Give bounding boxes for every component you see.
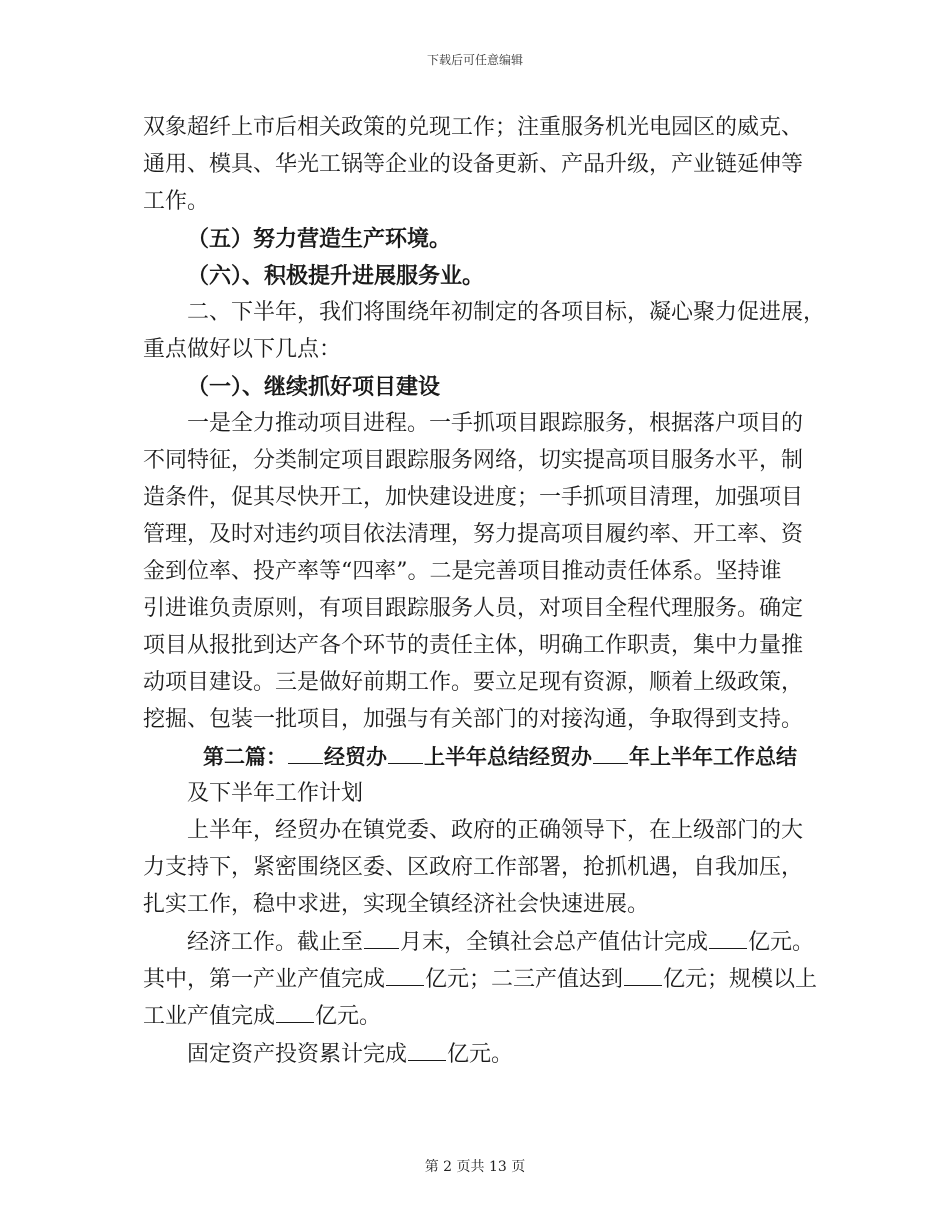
text-line: 通用、模具、华光工锅等企业的设备更新、产品升级，产业链延伸等 xyxy=(143,152,804,177)
text-segment: 亿元。 xyxy=(748,930,815,955)
text-line: 二、下半年，我们将围绕年初制定的各项目标，凝心聚力促进展， xyxy=(187,300,826,325)
text-line: 不同特征，分类制定项目跟踪服务网络，切实提高项目服务水平，制 xyxy=(143,448,804,473)
text-line: 工作。 xyxy=(143,189,210,214)
text-line: 力支持下，紧密围绕区委、区政府工作部署，抢抓机遇，自我加压， xyxy=(143,855,804,880)
page-footer-number: 第 2 页共 13 页 xyxy=(424,1159,526,1175)
blank-line xyxy=(288,743,323,764)
chapter-title xyxy=(203,742,797,772)
blank-line xyxy=(276,1002,314,1023)
page-header-note: 下载后可任意编辑 xyxy=(426,53,523,67)
text-segment: 月末，全镇社会总产值估计完成 xyxy=(400,930,709,955)
text-line: 扎实工作，稳中求进，实现全镇经济社会快速进展。 xyxy=(143,892,650,917)
blank-line xyxy=(408,1040,446,1061)
text-segment: 工业产值完成 xyxy=(143,1004,276,1029)
text-segment: 固定资产投资累计完成 xyxy=(187,1042,408,1067)
blank-line xyxy=(364,928,399,949)
chapter-title-part: 年上半年工作总结 xyxy=(629,744,797,769)
text-segment: 亿元；规模以上 xyxy=(663,967,818,992)
text-line: 双象超纤上市后相关政策的兑现工作；注重服务机光电园区的威克、 xyxy=(143,115,804,140)
text-segment: 经济工作。截止至 xyxy=(187,930,364,955)
blank-line xyxy=(709,928,747,949)
section-heading: （五）努力营造生产环境。 xyxy=(187,226,452,252)
text-line: 项目从报批到达产各个环节的责任主体，明确工作职责，集中力量推 xyxy=(143,633,804,658)
blank-line xyxy=(624,965,662,986)
blank-line xyxy=(388,743,423,764)
text-line: 一是全力推动项目进程。一手抓项目跟踪服务，根据落户项目的 xyxy=(187,411,804,436)
text-segment: 亿元；二三产值达到 xyxy=(425,967,624,992)
blank-line xyxy=(386,965,424,986)
section-heading: （一）、继续抓好项目建设 xyxy=(187,374,441,400)
text-line xyxy=(187,928,814,958)
section-heading: （六）、积极提升进展服务业。 xyxy=(187,263,485,289)
text-line: 金到位率、投产率等“四率”。二是完善项目推动责任体系。坚持谁 xyxy=(143,559,782,584)
text-line: 重点做好以下几点： xyxy=(143,337,342,362)
chapter-title-part: 上半年总结经贸办 xyxy=(424,744,592,769)
chapter-title-prefix: 第二篇： xyxy=(203,744,287,769)
text-line: 引进谁负责原则，有项目跟踪服务人员，对项目全程代理服务。确定 xyxy=(143,596,804,621)
chapter-title-continuation: 及下半年工作计划 xyxy=(187,781,364,806)
text-segment: 亿元。 xyxy=(447,1042,514,1067)
text-line: 管理，及时对违约项目依法清理，努力提高项目履约率、开工率、资 xyxy=(143,522,804,547)
chapter-title-part: 经贸办 xyxy=(324,744,387,769)
text-segment: 其中，第一产业产值完成 xyxy=(143,967,386,992)
text-segment: 亿元。 xyxy=(315,1004,382,1029)
text-line: 上半年，经贸办在镇党委、政府的正确领导下，在上级部门的大 xyxy=(187,818,804,843)
text-line: 挖掘、包装一批项目，加强与有关部门的对接沟通，争取得到支持。 xyxy=(143,707,804,732)
blank-line xyxy=(593,743,628,764)
text-line: 动项目建设。三是做好前期工作。要立足现有资源，顺着上级政策， xyxy=(143,670,804,695)
text-line xyxy=(187,1040,513,1070)
text-line: 造条件，促其尽快开工，加快建设进度；一手抓项目清理，加强项目 xyxy=(143,485,804,510)
text-line xyxy=(143,1002,381,1032)
text-line xyxy=(143,965,817,995)
